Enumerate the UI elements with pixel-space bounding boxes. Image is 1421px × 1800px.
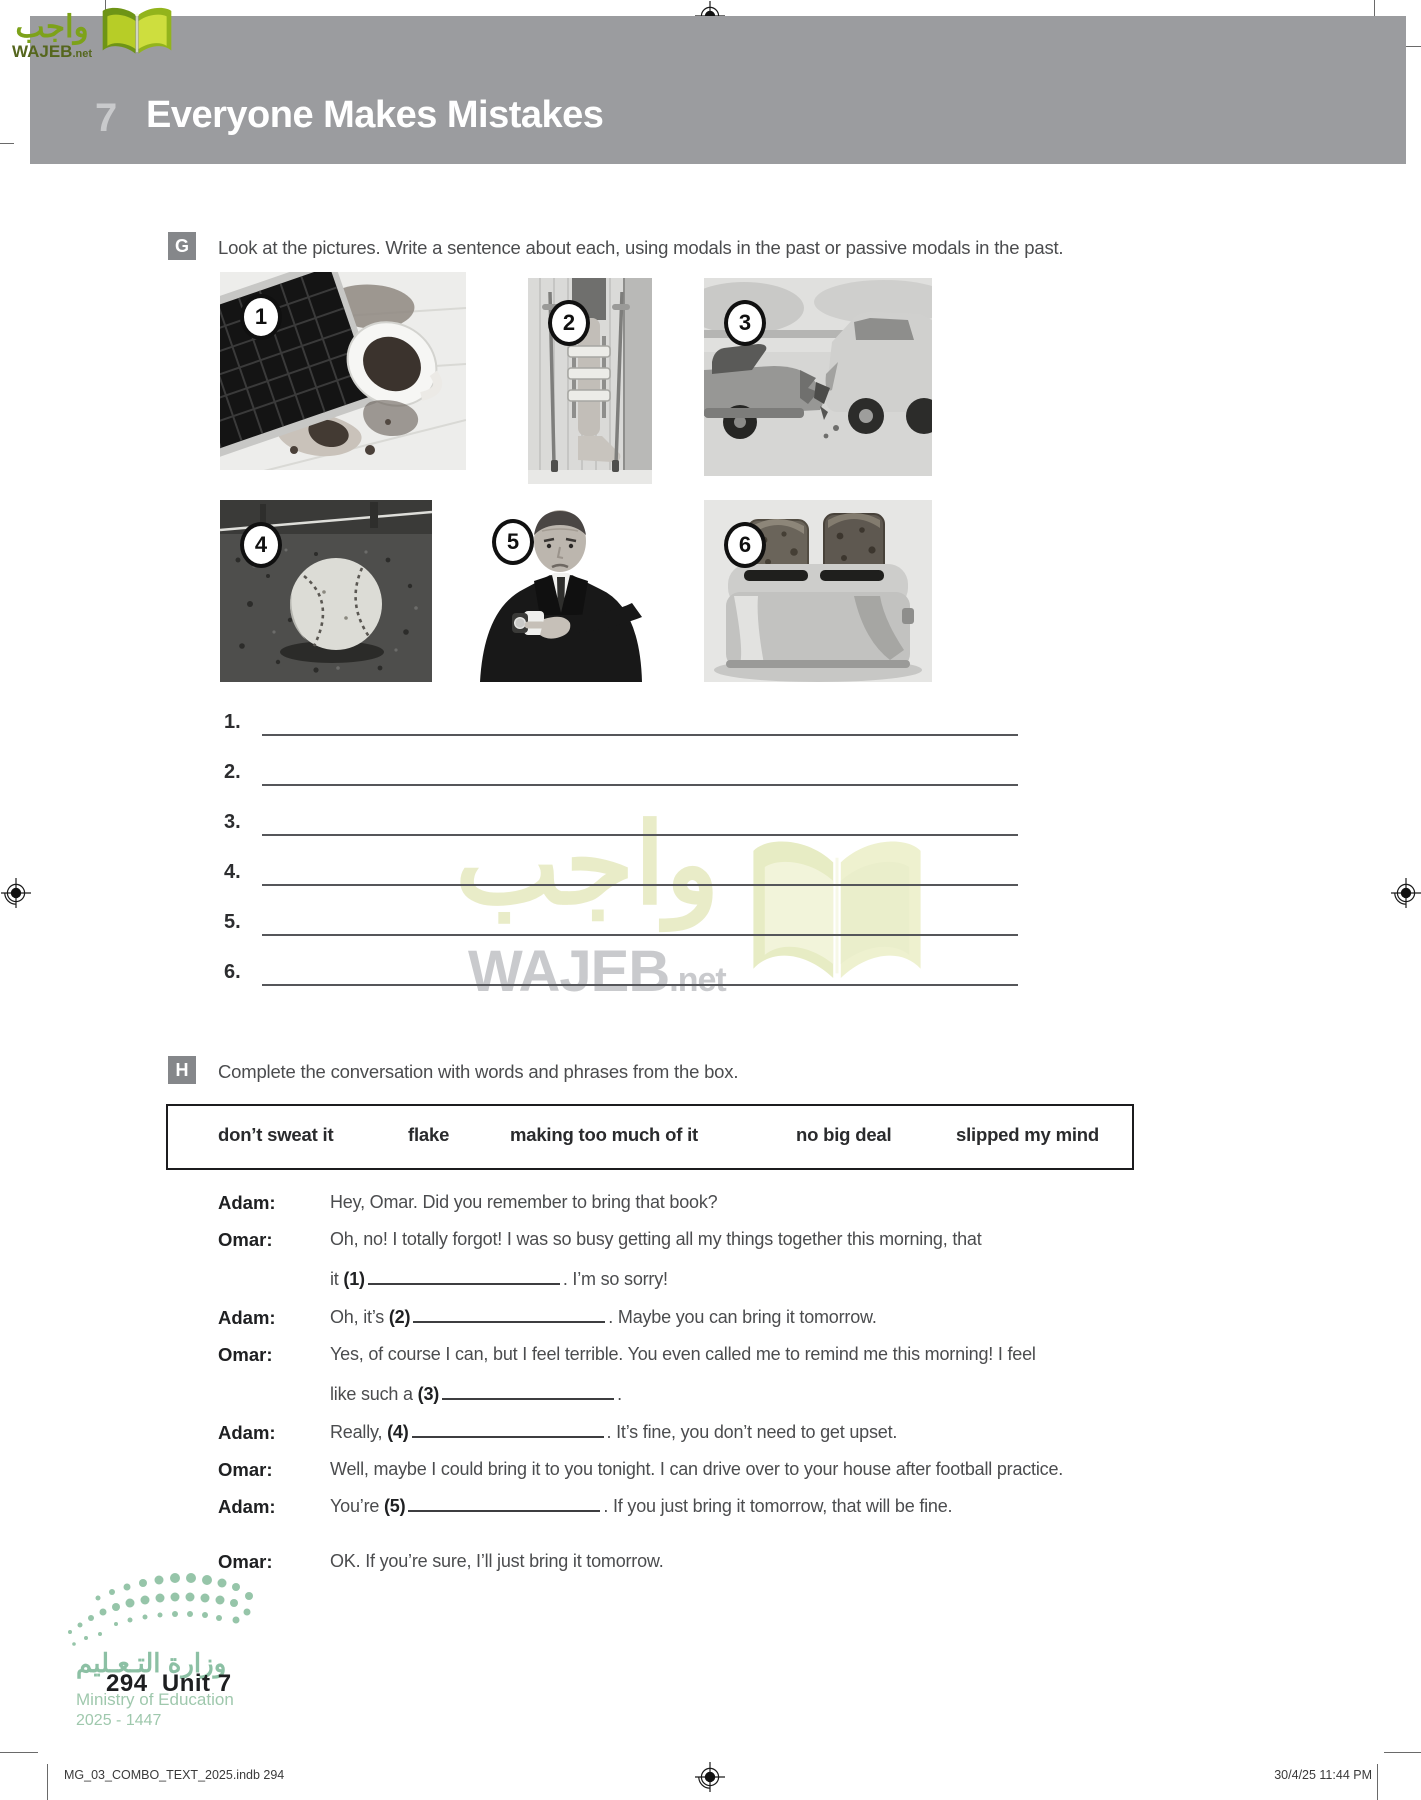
photo-leg-brace-crutches bbox=[528, 278, 652, 484]
exercise-h-instruction: Complete the conversation with words and phrases from the box. bbox=[218, 1061, 739, 1082]
dialogue-text: Really, bbox=[330, 1422, 388, 1442]
photo-number-badge: 4 bbox=[240, 522, 282, 568]
ministry-english-name: Ministry of Education bbox=[76, 1690, 234, 1709]
ministry-of-education-logo bbox=[60, 1568, 260, 1650]
crop-mark bbox=[1384, 1752, 1421, 1753]
answer-line[interactable] bbox=[262, 884, 1018, 886]
answer-line[interactable] bbox=[262, 984, 1018, 986]
fill-in-blank-4[interactable] bbox=[412, 1422, 604, 1438]
crop-mark bbox=[0, 143, 14, 144]
answer-line[interactable] bbox=[262, 784, 1018, 786]
speaker-name: Adam: bbox=[218, 1307, 276, 1328]
speaker-name: Adam: bbox=[218, 1422, 276, 1443]
fill-in-blank-1[interactable] bbox=[368, 1269, 560, 1285]
watermark-latin-text: WAJEB.net bbox=[468, 939, 726, 1004]
watermark-arabic-text: واجب bbox=[455, 802, 720, 927]
photo-coffee-spilled-laptop bbox=[220, 272, 466, 470]
speaker-name: Omar: bbox=[218, 1459, 273, 1480]
answer-row-2 bbox=[224, 756, 1018, 786]
blank-number: (1) bbox=[343, 1269, 365, 1289]
answer-number: 4. bbox=[224, 861, 241, 883]
photo-number-badge: 6 bbox=[724, 522, 766, 568]
speaker-name: Omar: bbox=[218, 1344, 273, 1365]
speaker-name: Adam: bbox=[218, 1192, 276, 1213]
dialogue-text: You’re bbox=[330, 1496, 384, 1516]
photo-baseball-on-ground bbox=[220, 500, 432, 682]
answer-row-4 bbox=[224, 856, 1018, 886]
dialogue-text: . Maybe you can bring it tomorrow. bbox=[608, 1307, 877, 1327]
dialogue-text: . bbox=[617, 1384, 622, 1404]
answer-line[interactable] bbox=[262, 734, 1018, 736]
exercise-h-badge: H bbox=[168, 1056, 196, 1084]
exercise-g-badge: G bbox=[168, 232, 196, 260]
word-box-item: no big deal bbox=[796, 1124, 892, 1145]
dialogue-text: Well, maybe I could bring it to you tonight. I can drive over to your house after football practice. bbox=[330, 1459, 1064, 1479]
answer-number: 3. bbox=[224, 811, 241, 833]
answer-number: 2. bbox=[224, 761, 241, 783]
answer-row-6 bbox=[224, 956, 1018, 986]
print-datetime: 30/4/25 11:44 PM bbox=[1274, 1768, 1372, 1782]
crop-mark bbox=[47, 1764, 48, 1800]
fill-in-blank-2[interactable] bbox=[413, 1307, 605, 1323]
registration-mark-left bbox=[1, 878, 31, 908]
answer-line[interactable] bbox=[262, 834, 1018, 836]
dialogue-text: it bbox=[330, 1269, 344, 1289]
dialogue-text: Oh, no! I totally forgot! I was so busy getting all my things together this morning, that bbox=[330, 1229, 982, 1249]
word-box-item: making too much of it bbox=[510, 1124, 698, 1145]
dialogue-text: . I’m so sorry! bbox=[562, 1269, 668, 1289]
photo-burnt-toast-toaster bbox=[704, 500, 932, 682]
ministry-arabic-name: وزارة التـعـليم bbox=[76, 1648, 227, 1678]
answer-number: 5. bbox=[224, 911, 241, 933]
registration-mark-bottom bbox=[695, 1762, 725, 1792]
answer-line[interactable] bbox=[262, 934, 1018, 936]
word-box-item: slipped my mind bbox=[956, 1124, 1099, 1145]
speaker-name: Adam: bbox=[218, 1496, 276, 1517]
print-file-info: MG_03_COMBO_TEXT_2025.indb 294 bbox=[64, 1768, 285, 1782]
crop-mark bbox=[1377, 1764, 1378, 1800]
word-box-item: flake bbox=[408, 1124, 450, 1145]
word-box bbox=[166, 1104, 1134, 1170]
unit-number: 7 bbox=[95, 96, 117, 140]
speaker-name: Omar: bbox=[218, 1229, 273, 1250]
dialogue-text: Yes, of course I can, but I feel terrible. You even called me to remind me this morning! I feel bbox=[330, 1344, 1036, 1364]
photo-number-badge: 1 bbox=[240, 294, 282, 340]
fill-in-blank-5[interactable] bbox=[408, 1496, 600, 1512]
dialogue-text: Oh, it’s bbox=[330, 1307, 389, 1327]
blank-number: (3) bbox=[417, 1384, 440, 1404]
unit-title: Everyone Makes Mistakes bbox=[146, 94, 604, 136]
dialogue-text: . It’s fine, you don’t need to get upset. bbox=[606, 1422, 898, 1442]
answer-row-5 bbox=[224, 906, 1018, 936]
photo-man-pointing-at-watch bbox=[472, 497, 648, 682]
crop-mark bbox=[0, 1752, 38, 1753]
dialogue-text: OK. If you’re sure, I’ll just bring it tomorrow. bbox=[330, 1551, 664, 1571]
answer-number: 1. bbox=[224, 711, 241, 733]
photo-number-badge: 2 bbox=[548, 300, 590, 346]
answer-row-1 bbox=[224, 706, 1018, 736]
wajeb-book-icon bbox=[98, 4, 176, 66]
answer-row-3 bbox=[224, 806, 1018, 836]
speaker-name: Omar: bbox=[218, 1551, 273, 1572]
fill-in-blank-3[interactable] bbox=[442, 1384, 614, 1400]
dialogue-text: like such a bbox=[330, 1384, 418, 1404]
answer-number: 6. bbox=[224, 961, 241, 983]
photo-number-badge: 5 bbox=[492, 519, 534, 565]
word-box-item: don’t sweat it bbox=[218, 1124, 334, 1145]
dialogue-text: Hey, Omar. Did you remember to bring that book? bbox=[330, 1192, 718, 1212]
blank-number: (5) bbox=[383, 1496, 406, 1516]
wajeb-logo-latin: WAJEB.net bbox=[11, 42, 93, 61]
blank-number: (4) bbox=[387, 1422, 409, 1442]
exercise-g-instruction: Look at the pictures. Write a sentence about each, using modals in the past or passive modals in the past. bbox=[218, 237, 1064, 258]
unit-header-banner bbox=[30, 16, 1406, 164]
registration-mark-right bbox=[1391, 878, 1421, 908]
wajeb-logo-arabic: واجب bbox=[15, 9, 89, 44]
photo-number-badge: 3 bbox=[724, 300, 766, 346]
ministry-years: 2025 - 1447 bbox=[76, 1712, 162, 1729]
page-number: 294 Unit 7 bbox=[106, 1670, 232, 1697]
blank-number: (2) bbox=[388, 1307, 411, 1327]
photo-car-accident bbox=[704, 278, 932, 476]
dialogue-text: . If you just bring it tomorrow, that will be fine. bbox=[603, 1496, 953, 1516]
